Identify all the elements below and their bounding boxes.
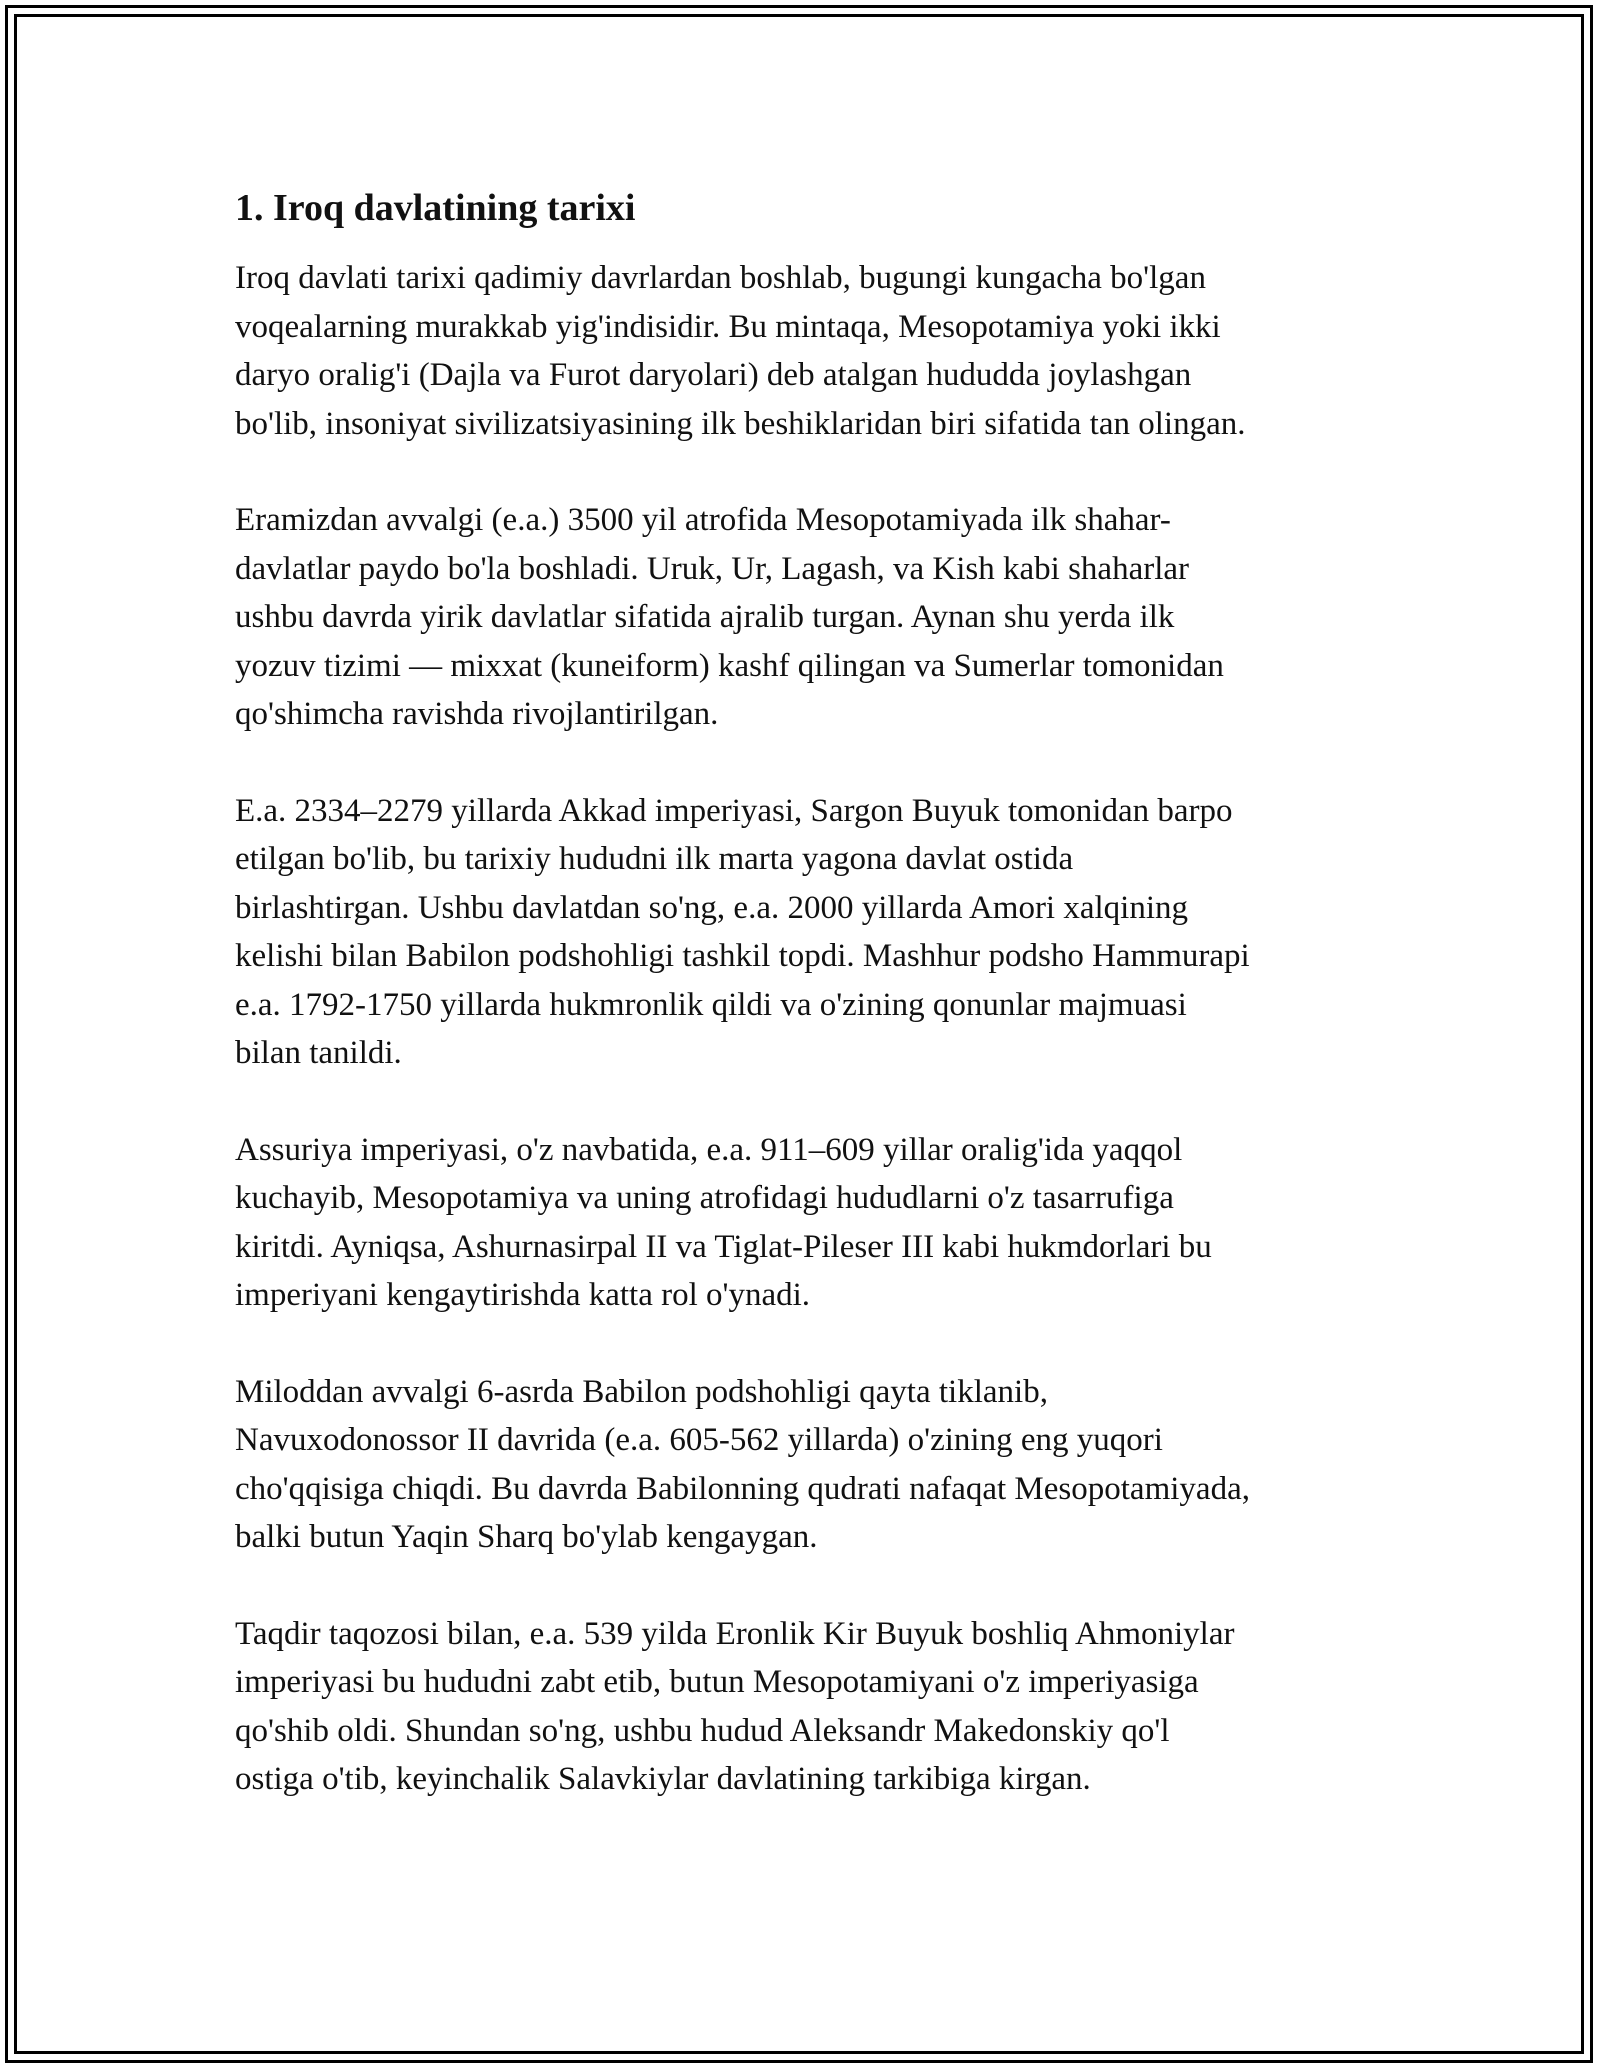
paragraph-achaemenid: Taqdir taqozosi bilan, e.a. 539 yilda Eronlik Kir Buyuk boshliq Ahmoniylar imperiyasi bu hududni zabt etib, butun Mesopotamiyani o'z imperiyasiga qo'shib oldi. Shundan so'ng, ushbu hudud Aleksandr Makedonskiy qo'l ostiga o'tib, keyinchalik Salavkiylar davlatining tarkibiga kirgan. <box>235 1615 1235 1797</box>
paragraph-akkad-babylon: E.a. 2334–2279 yillarda Akkad imperiyasi, Sargon Buyuk tomonidan barpo etilgan bo'lib, bu tarixiy hududni ilk marta yagona davlat ostida birlashtirgan. Ushbu davlatdan so'ng, e.a. 2000 yillarda Amori xalqining kelishi bilan Babilon podshohligi tashkil topdi. Mashhur podsho Hammurapi e.a. 1792-1750 yillarda hukmronlik qildi va o'zining qonunlar majmuasi bilan tanildi. <box>235 792 1250 1071</box>
paragraph-intro: Iroq davlati tarixi qadimiy davrlardan boshlab, bugungi kungacha bo'lgan voqealarning murakkab yig'indisidir. Bu mintaqa, Mesopotamiya yoki ikki daryo oralig'i (Dajla va Furot daryolari) deb atalgan hududda joylashgan bo'lib, insoniyat sivilizatsiyasining ilk beshiklaridan biri sifatida tan olingan. <box>235 260 1246 442</box>
paragraph-sumer: Eramizdan avvalgi (e.a.) 3500 yil atrofida Mesopotamiyada ilk shahar- davlatlar paydo bo'la boshladi. Uruk, Ur, Lagash, va Kish kabi shaharlar ushbu davrda yirik davlatlar sifatida ajralib turgan. Aynan shu yerda ilk yozuv tizimi — mixxat (kuneiform) kashf qilingan va Sumerlar tomonidan qo'shimcha ravishda rivojlantirilgan. <box>235 502 1224 732</box>
section-heading: 1. Iroq davlatining tarixi <box>235 187 636 229</box>
document-body <box>235 184 1375 1852</box>
paragraph-assyria: Assuriya imperiyasi, o'z navbatida, e.a. 911–609 yillar oralig'ida yaqqol kuchayib, Mesopotamiya va uning atrofidagi hududlarni o'z tasarrufiga kiritdi. Ayniqsa, Ashurnasirpal II va Tiglat-Pileser III kabi hukmdorlari bu imperiyani kengaytirishda katta rol o'ynadi. <box>235 1131 1212 1313</box>
paragraph-neo-babylon: Miloddan avvalgi 6-asrda Babilon podshohligi qayta tiklanib, Navuxodonossor II davrida (e.a. 605-562 yillarda) o'zining eng yuqori cho'qqisiga chiqdi. Bu davrda Babilonning qudrati nafaqat Mesopotamiyada, balki butun Yaqin Sharq bo'ylab kengaygan. <box>235 1373 1250 1555</box>
